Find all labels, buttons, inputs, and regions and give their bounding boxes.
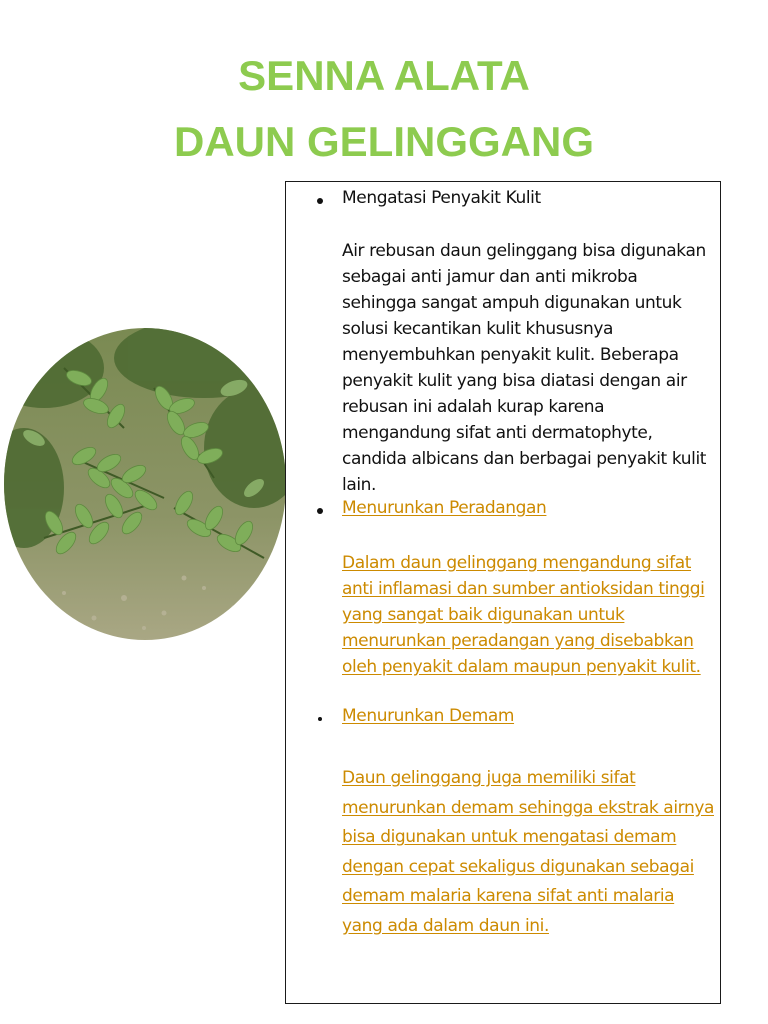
senna-alata-photo <box>4 328 286 640</box>
benefit-heading-link[interactable]: Menurunkan Demam <box>342 706 515 726</box>
benefit-body: Air rebusan daun gelinggang bisa digunakan sebagai anti jamur dan anti mikroba sehingga sangat ampuh digunakan untuk solusi kecantikan kulit khususnya menyembuhkan penyakit kulit. Beberapa penyakit kulit yang bisa diatasi dengan air rebusan ini adalah kurap karena mengandung sifat anti dermatophyte, candida albicans dan berbagai penyakit kulit lain. <box>342 241 707 495</box>
benefit-heading-link[interactable]: Menurunkan Peradangan <box>342 498 547 518</box>
benefits-text-box <box>285 181 721 1004</box>
benefit-body-link[interactable]: Dalam daun gelinggang mengandung sifat anti inflamasi dan sumber antioksidan tinggi yang sangat baik digunakan untuk menurunkan peradangan yang disebabkan oleh penyakit dalam maupun penyakit kulit. <box>342 553 705 677</box>
bullet-icon <box>318 717 322 721</box>
page-title: SENNA ALATA <box>238 52 530 99</box>
benefit-body-link[interactable]: Daun gelinggang juga memiliki sifat menurunkan demam sehingga ekstrak airnya bisa digunakan untuk mengatasi demam dengan cepat sekaligus digunakan sebagai demam malaria karena sifat anti malaria yang ada dalam daun ini. <box>342 768 714 936</box>
benefit-heading: Mengatasi Penyakit Kulit <box>342 188 541 208</box>
page-subtitle: DAUN GELINGGANG <box>174 118 594 165</box>
bullet-icon <box>317 198 323 204</box>
bullet-icon <box>317 508 323 514</box>
